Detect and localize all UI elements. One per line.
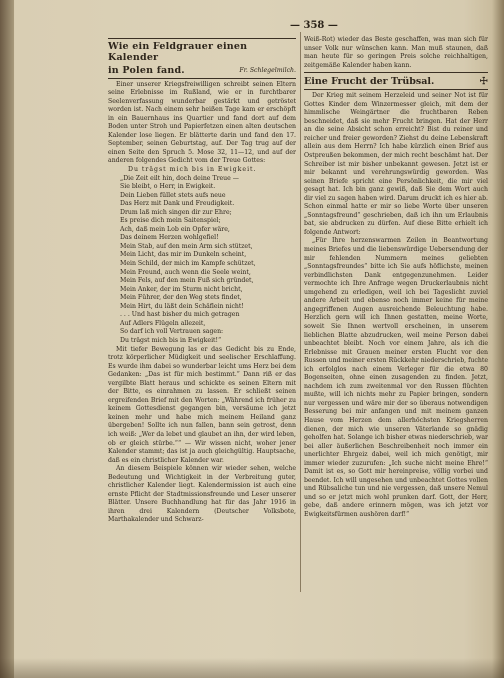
book-binding [0,0,14,678]
verse-line: Mein Freund, auch wenn die Seele weint, [120,268,251,276]
section-rule [304,72,488,73]
article-byline: Fr. Schlegelmilch. [239,67,296,74]
article-paragraph: Mit tiefer Bewegung las er das Gedicht bis zu Ende, trotz körperlicher Müdigkeit und seelischer Erschlaffung. Es wurde ihm dabei so wunderbar leicht ums Herz bei dem Gedanken: „Das ist für mich bestimmt.“ Dann riß er das vergilbte Blatt heraus und schickte es seinen Eltern mit der Bitte, es einrahmen zu lassen. Er schließt seinen ergreifenden Brief mit den Worten: „Während ich früher zu keinem Gottesdienst gegangen bin, versäume ich jetzt keinen mehr und habe mich meinem Heiland ganz übergeben! Sollte ich nun fallen, bann sein getrost, denn ich weiß: „Wer da lebet und glaubet an ihn, der wird leben, ob er gleich stürbe.““ — Wir wissen nicht, woher jener Kalender stammt; das ist ja auch gleichgültig. Hauptsache, daß es ein christlicher Kalender war. [108,345,296,464]
left-column [108,36,296,525]
verse-line: Mein Stab, auf den mein Arm sich stützet, [120,242,253,250]
verse-line: Mein Licht, das mir im Dunkeln scheint, [120,251,247,259]
verse-line: Auf Adlers Flügeln allezeit, [120,319,206,327]
verse-line: Mein Fels, auf den mein Fuß sich gründet, [120,277,254,285]
verse-line: Es preise dich mein Saitenspiel; [120,217,221,225]
article-headline-line2: in Polen fand. [108,65,185,76]
section-title-text: Eine Frucht der Trübsal. [304,76,435,88]
verse-line: So darf ich voll Vertrauen sagen: [120,328,224,336]
verse-line: „Die Zeit eilt hin, doch deine Treue — [120,174,239,182]
verse-line: Du trägst mich bis in Ewigkeit!“ [120,336,222,344]
verse-line: Das Herz mit Dank und Freudigkeit. [120,200,235,208]
verse-line: Dein Lieben füllet stets aufs neue [120,191,226,199]
verse-block [108,175,296,346]
verse-line: Mein Schild, der mich im Kampfe schützet, [120,260,256,268]
verse-line: Ach, daß mein Lob ein Opfer wäre, [120,225,230,233]
verse-line: . . . Und hast bisher du mich getragen [120,311,240,319]
verse-line: Mein Führer, der den Weg stets findet, [120,294,242,302]
headline-rule [108,78,296,79]
verse-title: Du trägst mich bis in Ewigkeit. [128,166,257,174]
cross-icon: ☩ [479,76,488,88]
page-edge [492,0,504,678]
top-rule [108,38,296,39]
right-column [304,36,488,520]
verse-line: Das deinem Herzen wohlgefiel! [120,234,219,242]
article-paragraph: Weiß-Rot) wieder das Beste geschaffen, was man sich für unser Volk nur wünschen kann. Man muß staunen, daß man heute für so geringen Preis solche reichhaltigen, zeitgemäße Kalender haben kann. [304,36,488,69]
page-shadow [0,658,504,678]
article-paragraph: Der Krieg mit seinem Herzeleid und seiner Not ist für Gottes Kinder dem Winzermesser gleich, mit dem der himmlische Weingärtner die fruchtbaren Reben beschneidet, daß sie mehr Frucht bringen. Hat der Herr an die seine Absicht schon erreicht? Bist du reiner und reicher und freier geworden? Ziehst du deine Lebenskraft allein aus dem Herrn? Ich habe kürzlich einen Brief aus Ostpreußen bekommen, der mich recht beschämt hat. Der Schreiber ist mir bisher unbekannt gewesen. Jetzt ist er mir bekannt und verehrungswürdig geworden. Was seinen Briefe spricht eine Persönlichkeit, die mir viel gesagt hat. Ich bin ganz gewiß, daß Sie dem Wort auch dir viel zu sagen haben wird. Darum druckt ich es hier ab. Schon einmal hatte er mir so liebe Worte über unseren „Sonntagsfreund“ geschrieben, daß ich ihn um Erlaubnis bat, sie abdrucken zu dürfen. Auf diese Bitte erhielt ich folgende Antwort: [304,92,488,236]
page-number: — 358 — [290,20,338,31]
article-paragraph: „Für Ihre herzenswarmen Zeilen in Beantwortung meines Briefes und die liebenswürdige Uebersendung der mir fehlenden Nummern meines geliebten „Sonntagsfreundes“ bitte ich Sie aufs höflichste, meinen verbindlichsten Dank entgegenzunehmen. Leider vermochte ich Ihre Anfrage wegen Druckerlaubnis nicht umgehend zu erledigen, weil ich bei Tageslicht zuviel andere Arbeit und ebenso noch immer keine für meine angegriffenen Augen ausreichende Beleuchtung habe. Herzlich gern will ich Ihnen gestatten, meine Worte, soweit Sie Ihnen wertvoll erscheinen, in unserem lieblichen Blatte abzudrucken, weil meine Person dabei unbeachtet bleibt. Noch vor einem Jahre, als ich die Erlebnisse mit Grauen meiner ersten Flucht vor den Russen und meiner ersten Rückkehr niederschrieb, fuchte ich erfolglos nach einem Verleger für die etwa 80 Bogenseiten, ohne einen zusagenden zu finden. Jetzt, nachdem ich zum zweitenmal vor den Russen flüchten mußte, will ich nichts mehr zu Papier bringen, sondern nur vergessen und wäre mir der so überaus notwendigen Besserung bei mir anfangen und mit meinem ganzen Hause vom Herzen dem allerhöchsten Kriegsherren dienen, der mich wie unseren Väterlande so gnädig geholfen hat. Solange ich bisher etwas niederschrieb, war bei aller äußerlichen Beschreibenheit noch immer ein unerlichter Ehrgeiz dabei, weil ich mich genötigt, mir immer wieder zuzurufen: „Ich suche nicht meine Ehre!“ Damit ist es, so Gott mir hereinpreise, völlig vorbei und beendet. Ich will ungesehen und unbeachtet Gottes vollen und Rübsaliche tun und nie vergessen, daß unsere Nemul und so er jetzt mich wohl prunken darf. Gott, der Herr, gebe, daß andere erinnern mögen, was ich jetzt vor Ewigkeitsfürmen aushören darf!“ [304,237,488,518]
verse-line: Sie bleibt, o Herr, in Ewigkeit. [120,183,216,191]
article-headline-line1: Wie ein Feldgrauer einen Kalender [108,41,248,63]
column-divider [300,32,301,592]
section-rule-bottom [304,89,488,90]
section-title [304,76,488,87]
article-paragraph: An diesem Beispiele können wir wieder sehen, welche Bedeutung und Wichtigkeit in der Verbreitung guter, christlicher Kalender liegt. Kalendermission ist auch eine ernste Pflicht der Stadtmissionsfreunde und Leser unserer Blätter. Unsere Buchhandlung hat für das Jahr 1916 in ihren drei Kalendern (Deutscher Volksbote, Marthakalender und Schwarz- [108,465,296,524]
article-paragraph: Einer unserer Kriegsfreiwilligen schreibt seinen Eltern seine Erlebnisse im Rußland, wie er in furchtbarer Seelenverfassung wunderbar gestärkt und getröstet worden ist. Nach einem sehr heißen Tage kam er erschöpft in ein Bauernhaus ins Quartier und fand dort auf dem Boden unter Stroh und Papierfetzen einen alten deutschen Kalender lose liegen. Er blätterte darin und fand den 17. September, seinen Geburtstag, auf. Der Tag trug auf der einen Seite den Spruch 5. Mose 32, 11—12, und auf der anderen folgendes Gedicht vom der Treue Gottes: [108,80,296,165]
verse-line: Mein Hirt, du läßt dein Schäflein nicht! [120,302,244,310]
verse-line: Mein Anker, der im Sturm nicht bricht, [120,285,243,293]
verse-line: Drum laß mich singen dir zur Ehre; [120,208,232,216]
